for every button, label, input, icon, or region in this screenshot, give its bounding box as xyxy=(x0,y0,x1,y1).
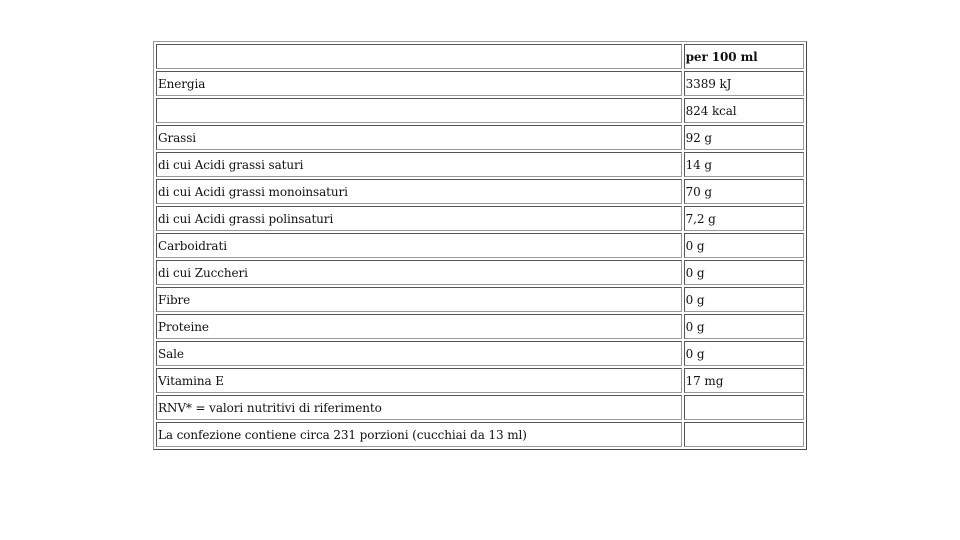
nutrient-label: di cui Acidi grassi monoinsaturi xyxy=(156,179,682,204)
table-row xyxy=(156,206,804,231)
table-row xyxy=(156,152,804,177)
table-row xyxy=(156,341,804,366)
nutrient-value: 0 g xyxy=(684,287,804,312)
header-value-cell: per 100 ml xyxy=(684,44,804,69)
footnote-value xyxy=(684,395,804,420)
header-label-cell xyxy=(156,44,682,69)
table-row xyxy=(156,71,804,96)
nutrient-value: 92 g xyxy=(684,125,804,150)
nutrient-label: di cui Acidi grassi saturi xyxy=(156,152,682,177)
nutrient-value: 14 g xyxy=(684,152,804,177)
nutrient-label: di cui Zuccheri xyxy=(156,260,682,285)
table-row xyxy=(156,368,804,393)
nutrient-label: Grassi xyxy=(156,125,682,150)
nutrient-label xyxy=(156,98,682,123)
table-row xyxy=(156,395,804,420)
nutrient-value: 0 g xyxy=(684,314,804,339)
table-row xyxy=(156,233,804,258)
table-header-row xyxy=(156,44,804,69)
servings-value xyxy=(684,422,804,447)
nutrient-value: 3389 kJ xyxy=(684,71,804,96)
table-row xyxy=(156,179,804,204)
nutrient-label: Vitamina E xyxy=(156,368,682,393)
table-row xyxy=(156,125,804,150)
nutrient-value: 824 kcal xyxy=(684,98,804,123)
servings-label: La confezione contiene circa 231 porzioni (cucchiai da 13 ml) xyxy=(156,422,682,447)
table-row xyxy=(156,287,804,312)
footnote-label: RNV* = valori nutritivi di riferimento xyxy=(156,395,682,420)
nutrition-table xyxy=(153,41,807,450)
nutrient-value: 0 g xyxy=(684,341,804,366)
nutrient-value: 7,2 g xyxy=(684,206,804,231)
table-row xyxy=(156,260,804,285)
nutrient-value: 0 g xyxy=(684,233,804,258)
table-row xyxy=(156,314,804,339)
nutrient-label: di cui Acidi grassi polinsaturi xyxy=(156,206,682,231)
nutrient-label: Sale xyxy=(156,341,682,366)
nutrient-label: Fibre xyxy=(156,287,682,312)
nutrient-label: Energia xyxy=(156,71,682,96)
nutrient-value: 0 g xyxy=(684,260,804,285)
nutrient-label: Carboidrati xyxy=(156,233,682,258)
nutrient-label: Proteine xyxy=(156,314,682,339)
nutrient-value: 17 mg xyxy=(684,368,804,393)
nutrient-value: 70 g xyxy=(684,179,804,204)
table-row xyxy=(156,422,804,447)
table-row xyxy=(156,98,804,123)
